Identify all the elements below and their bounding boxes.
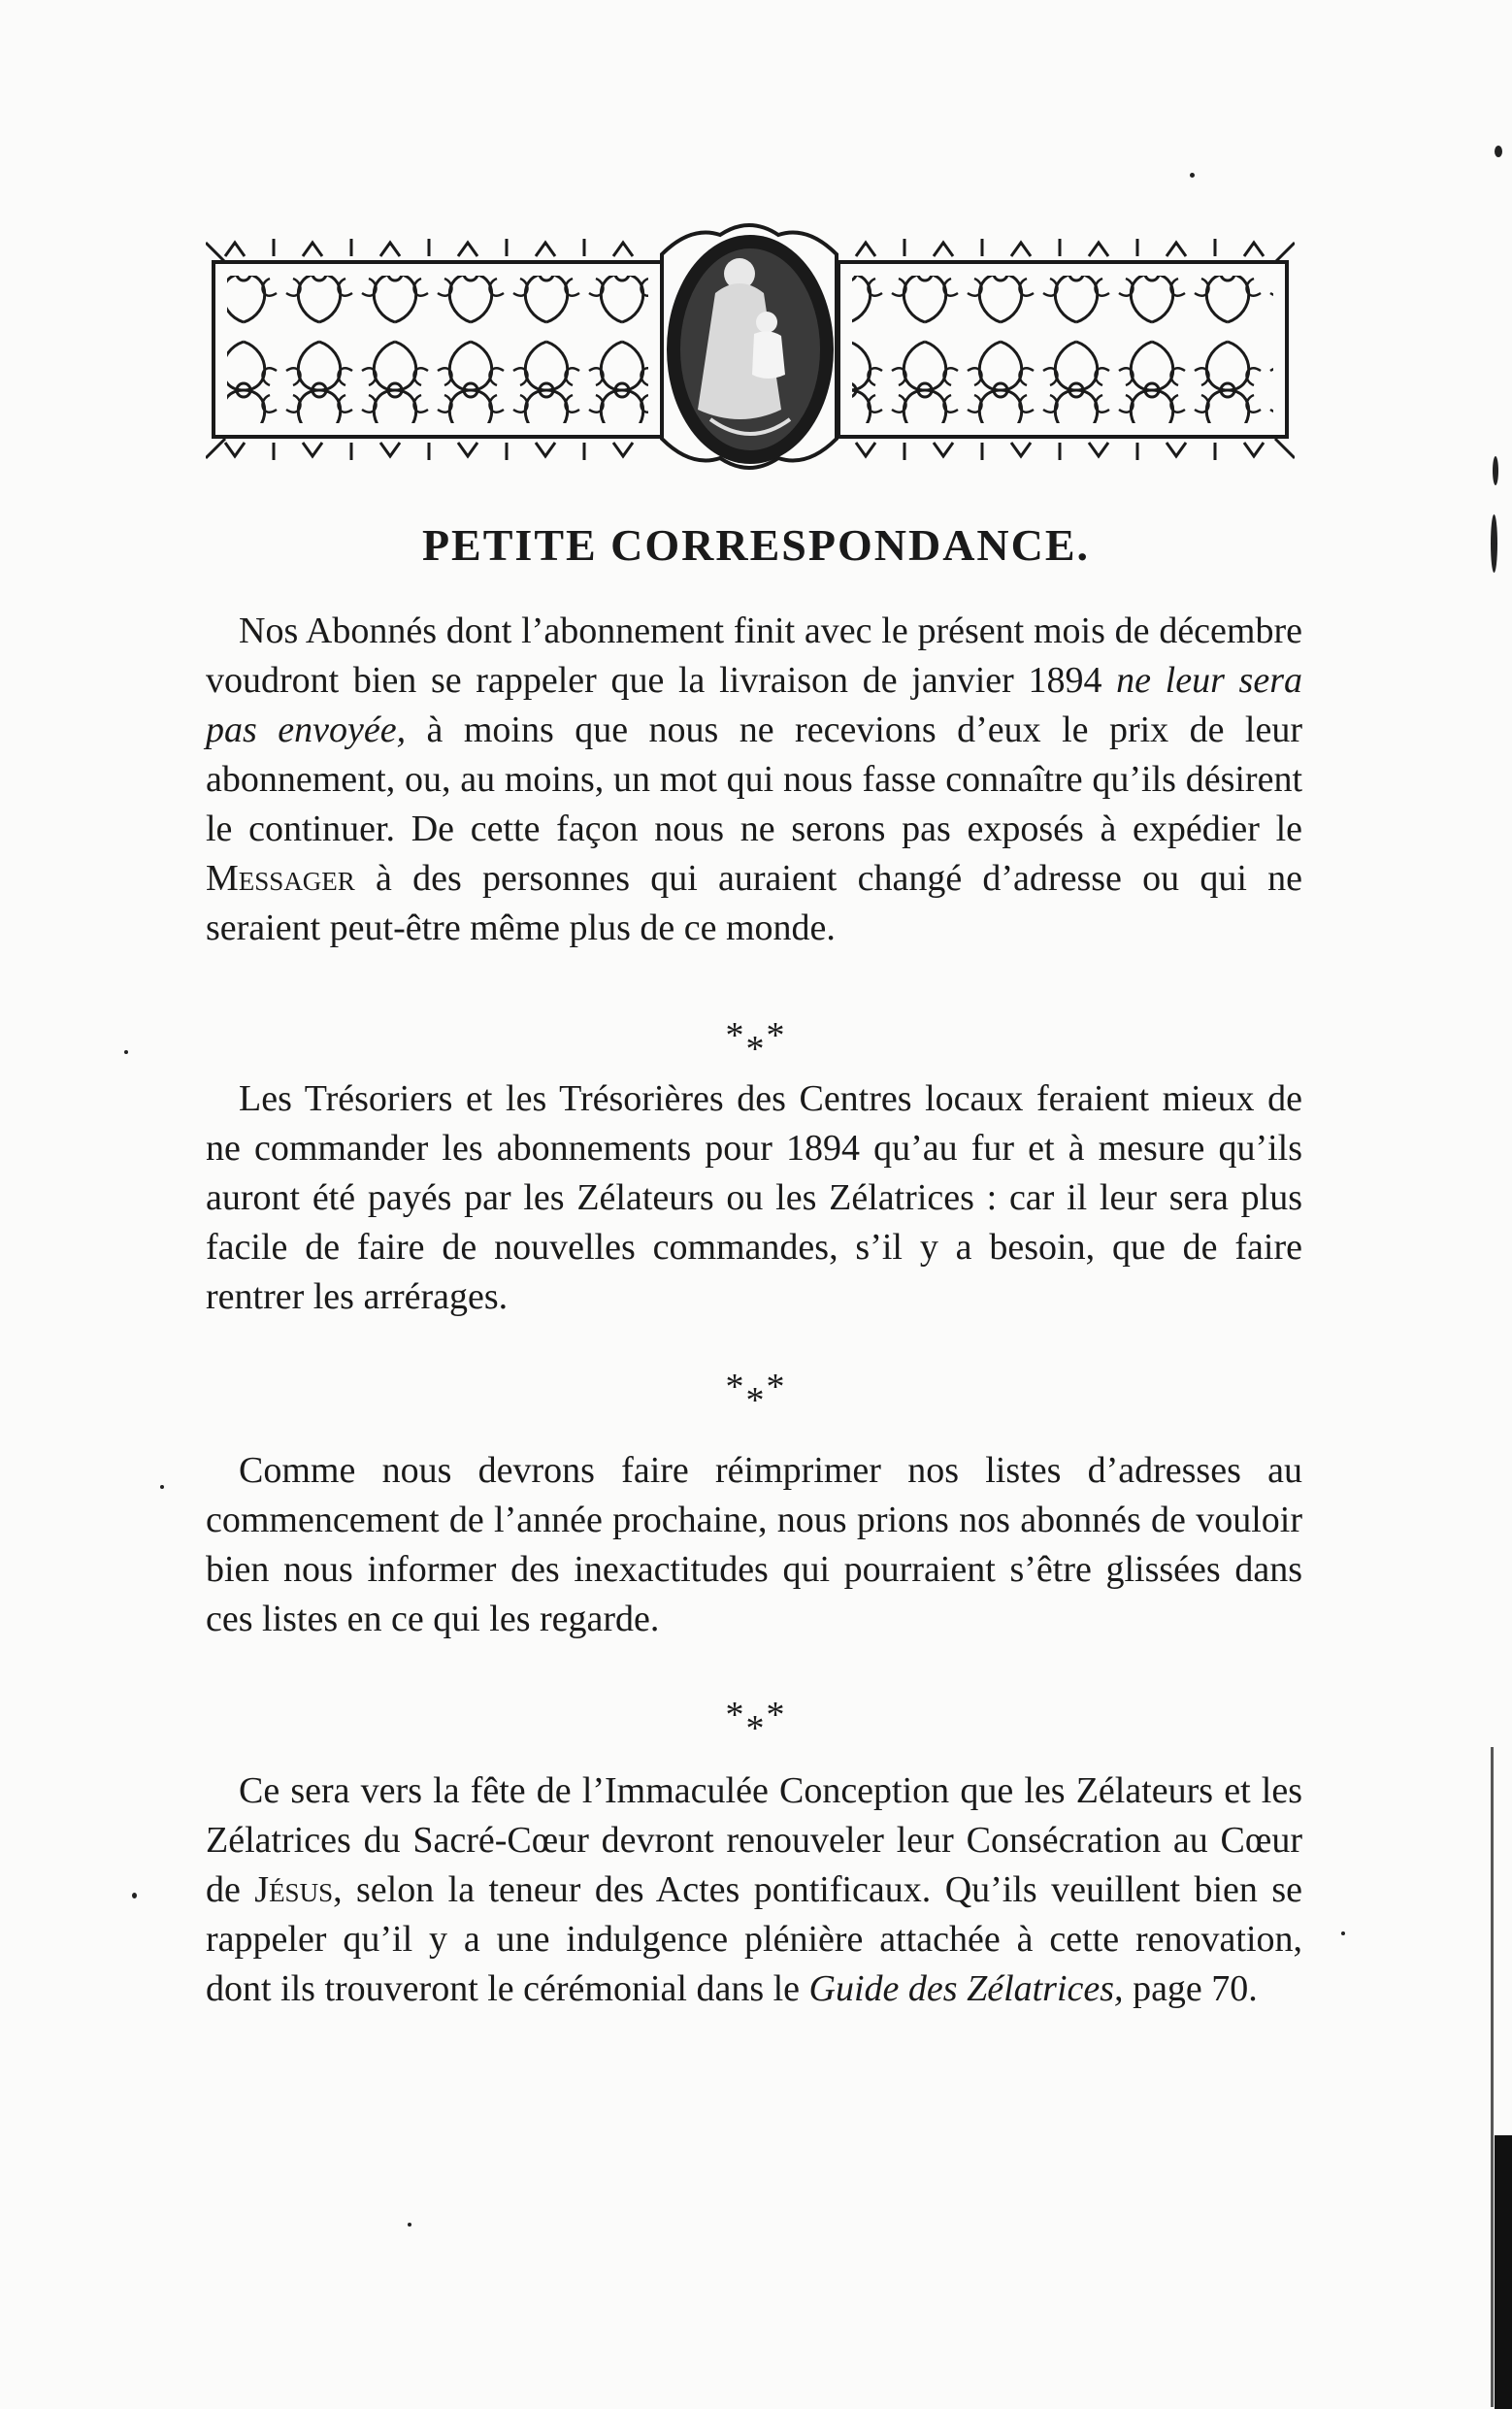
paragraph-text: Comme nous devrons faire réimprimer nos listes d’adresses au commencement de l’année prochaine, nous prions nos abonnés de vouloir bien nous informer des inexactitudes qui pourraient s’être glissées dans ces listes en ce qui les regarde. [206,1450,1302,1639]
scan-speck [1493,456,1498,485]
asterism-separator: *** [725,1367,787,1421]
page-edge-shadow [1491,1747,1494,2407]
scan-speck [1190,173,1195,178]
scan-speck [1491,514,1497,573]
scan-speck [408,2223,411,2227]
madonna-and-child-medallion-icon [662,225,837,468]
paragraph-text: Nos Abonnés dont l’abonnement finit avec le présent mois de décembre voudront bien se rappeler que la livraison de janvier 1894 ne leur sera pas envoyée, à moins que nous ne recevions d’eux le prix de leur abonnement, ou, au moins, un mot qui nous fasse connaître qu’ils désirent le continuer. De cette façon nous ne serons pas exposés à expédier le Messager à des personnes qui auraient changé d’adresse ou qui ne seraient peut-être même plus de ce monde. [206,610,1302,948]
scan-speck [124,1050,128,1054]
page-title: PETITE CORRESPONDANCE. [421,520,1091,570]
paragraph-text: Les Trésoriers et les Trésorières des Centres locaux feraient mieux de ne commander les abonnements pour 1894 qu’au fur et à mesure qu’ils auront été payés par les Zélateurs ou les Zélatrices : car il leur sera plus facile de faire de nouvelles commandes, s’il y a besoin, que de faire rentrer les arrérages. [206,1078,1302,1317]
scan-speck [1341,1931,1345,1935]
asterism-separator: *** [725,1015,787,1070]
notice-paragraph-1 [206,607,1302,953]
filigree-ornament-icon [206,215,1295,478]
notice-paragraph-3 [206,1446,1302,1644]
paragraph-text: Ce sera vers la fête de l’Immaculée Conception que les Zélateurs et les Zélatrices du Sacré-Cœur devront renouveler leur Consécration au Cœur de Jésus, selon la teneur des Actes pontificaux. Qu’ils veuillent bien se rappeler qu’il y a une indulgence plénière attachée à cette renovation, dont ils trouveront le cérémonial dans le Guide des Zélatrices, page 70. [206,1770,1302,2009]
ornamental-header-band [206,215,1295,478]
asterism-separator: *** [725,1695,787,1749]
notice-paragraph-4 [206,1766,1302,2014]
page-edge-shadow [1495,2135,1512,2409]
notice-paragraph-2 [206,1074,1302,1322]
scan-speck [132,1893,137,1898]
scan-speck [1495,146,1502,157]
scan-speck [160,1485,164,1489]
